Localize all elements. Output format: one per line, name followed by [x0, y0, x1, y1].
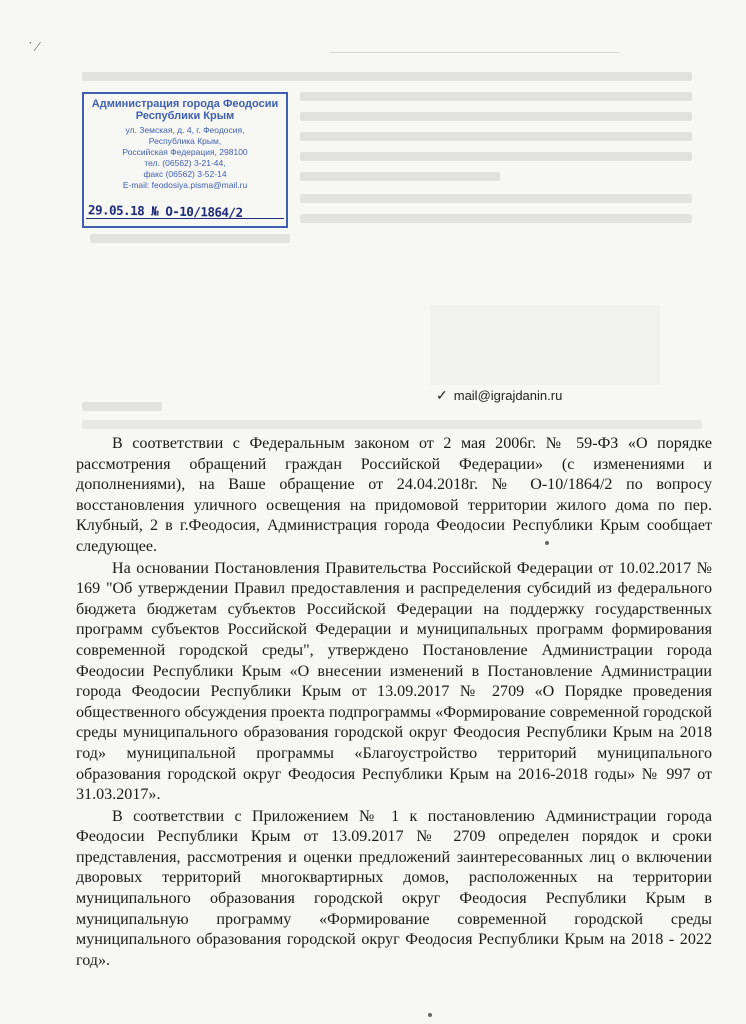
checkmark-icon: ✓: [436, 387, 448, 403]
bleedthrough-handwriting: [330, 30, 620, 53]
source-email-line: [436, 387, 562, 404]
bleedthrough-line: [300, 152, 692, 161]
pen-mark: ˙ ⁄: [28, 40, 39, 55]
paragraph-2: На основании Постановления Правительства Российской Федерации от 10.02.2017 № 169 "Об утверждении Правил предоставления и распределения субсидий из федерального бюджета бюджетам субъектов Российской Федерации на поддержку государственных программ субъектов Российской Федерации и муниципальных программ формирования современной городской среды", утверждено Постановление Администрации города Феодосии Республики Крым «О внесении изменений в Постановление Администрации города Феодосии Республики Крым от 13.09.2017 № 2709 «О Порядке проведения общественного обсуждения проекта подпрограммы «Формирование современной городской среды муниципального образования городской округ Феодосия Республики Крым на 2018 год» муниципальной программы «Благоустройство территорий муниципального образования городской округ Феодосия Республики Крым на 2016-2018 годы» № 997 от 31.03.2017».: [76, 559, 712, 804]
bleedthrough-line: [300, 112, 692, 121]
letter-body: [76, 434, 712, 971]
bleedthrough-line: [300, 214, 692, 223]
bleedthrough-line: [82, 72, 692, 81]
stamp-address-line2: Республика Крым,: [148, 136, 222, 146]
stamp-address-line3: Российская Федерация, 298100: [122, 147, 248, 157]
paper-speck: [428, 1013, 432, 1017]
paper-speck: [545, 541, 549, 545]
bleedthrough-block: [430, 305, 660, 385]
stamp-phone: тел. (06562) 3-21-44,: [144, 158, 226, 168]
bleedthrough-line: [300, 172, 500, 181]
bleedthrough-line: [300, 132, 692, 141]
paragraph-3: В соответствии с Приложением № 1 к постановлению Администрации города Феодосии Республики Крым от 13.09.2017 № 2709 определен порядок и сроки представления, рассмотрения и оценки предложений заинтересованных лиц о включении дворовых территорий многоквартирных домов, расположенных на территории муниципального образования городской округ Феодосия Республики Крым в муниципальную программу «Формирование современной городской среды муниципального образования городской округ Феодосия Республики Крым на 2018 - 2022 год».: [76, 807, 712, 969]
paragraph-1: В соответствии с Федеральным законом от 2 мая 2006г. № 59-ФЗ «О порядке рассмотрения обращений граждан Российской Федерации» (с изменениями и дополнениями), на Ваше обращение от 24.04.2018г. № О-10/1864/2 по вопросу восстановления уличного освещения на придомовой территории жилого дома по пер. Клубный, 2 в г.Феодосия, Администрация города Феодосии Республики Крым сообщает следующее.: [76, 435, 712, 555]
bleedthrough-line: [82, 420, 702, 429]
stamp-org-line1: Администрация города Феодосии: [91, 98, 279, 110]
registration-stamp: [82, 92, 288, 228]
stamp-email: E-mail: feodosiya.pisma@mail.ru: [122, 180, 248, 190]
stamp-org-line2: Республики Крым: [135, 110, 235, 122]
bleedthrough-line: [90, 234, 290, 243]
stamp-address-line1: ул. Земская, д. 4, г. Феодосия,: [125, 125, 245, 135]
stamp-registration-number: 29.05.18 № О-10/1864/2: [87, 202, 243, 220]
bleedthrough-line: [300, 194, 692, 203]
stamp-fax: факс (06562) 3-52-14: [143, 169, 227, 179]
bleedthrough-line: [82, 402, 162, 411]
bleedthrough-line: [300, 92, 692, 101]
source-email: mail@igrajdanin.ru: [453, 388, 563, 403]
stamp-underline: [86, 218, 284, 219]
